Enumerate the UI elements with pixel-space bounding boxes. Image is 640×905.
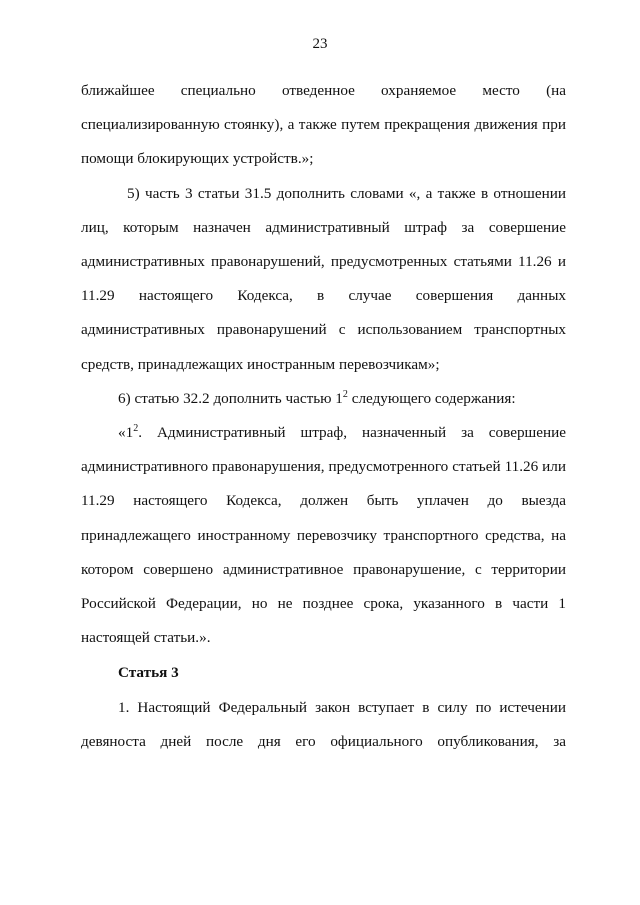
part-1-2-text: . Административный штраф, назначенный за совершение административного правонарушения, предусмотренного статьей 11.26 или 11.29 настоящего Кодекса, должен быть уплачен до выезда принадлежащего иностранному перевозчику транспортного средства, на котором совершено административное правонарушение, с территории Российской Федерации, но не позднее срока, указанного в части 1 настоящей статьи.». — [81, 424, 566, 647]
item-6-superscript: 2 — [342, 388, 348, 400]
paragraph-part-1-2 — [81, 416, 566, 655]
article-3-heading: Статья 3 — [118, 664, 179, 682]
part-1-2-open: «1 — [118, 424, 134, 442]
item-6-text-end: следующего содержания: — [347, 389, 516, 407]
part-1-2-superscript: 2 — [133, 423, 139, 435]
paragraph-item-6 — [81, 382, 566, 416]
item-6-text: 6) статью 32.2 дополнить частью 1 — [118, 389, 343, 407]
paragraph-item-5: 5) часть 3 статьи 31.5 дополнить словами «, а также в отношении лиц, которым назначен административный штраф за совершение административных правонарушений, предусмотренных статьями 11.26 и 11.29 настоящего Кодекса, в случае совершения данных административных правонарушений с использованием транспортных средств, принадлежащих иностранным перевозчикам»; — [81, 184, 566, 373]
document-body — [81, 74, 566, 759]
paragraph-article-3-item-1: 1. Настоящий Федеральный закон вступает в силу по истечении девяноста дней после дня его официального опубликования, за — [81, 698, 566, 750]
paragraph-blocking-devices: ближайшее специально отведенное охраняемое место (на специализированную стоянку), а также путем прекращения движения при помощи блокирующих устройств.»; — [81, 82, 566, 168]
page-number: 23 — [312, 36, 328, 52]
